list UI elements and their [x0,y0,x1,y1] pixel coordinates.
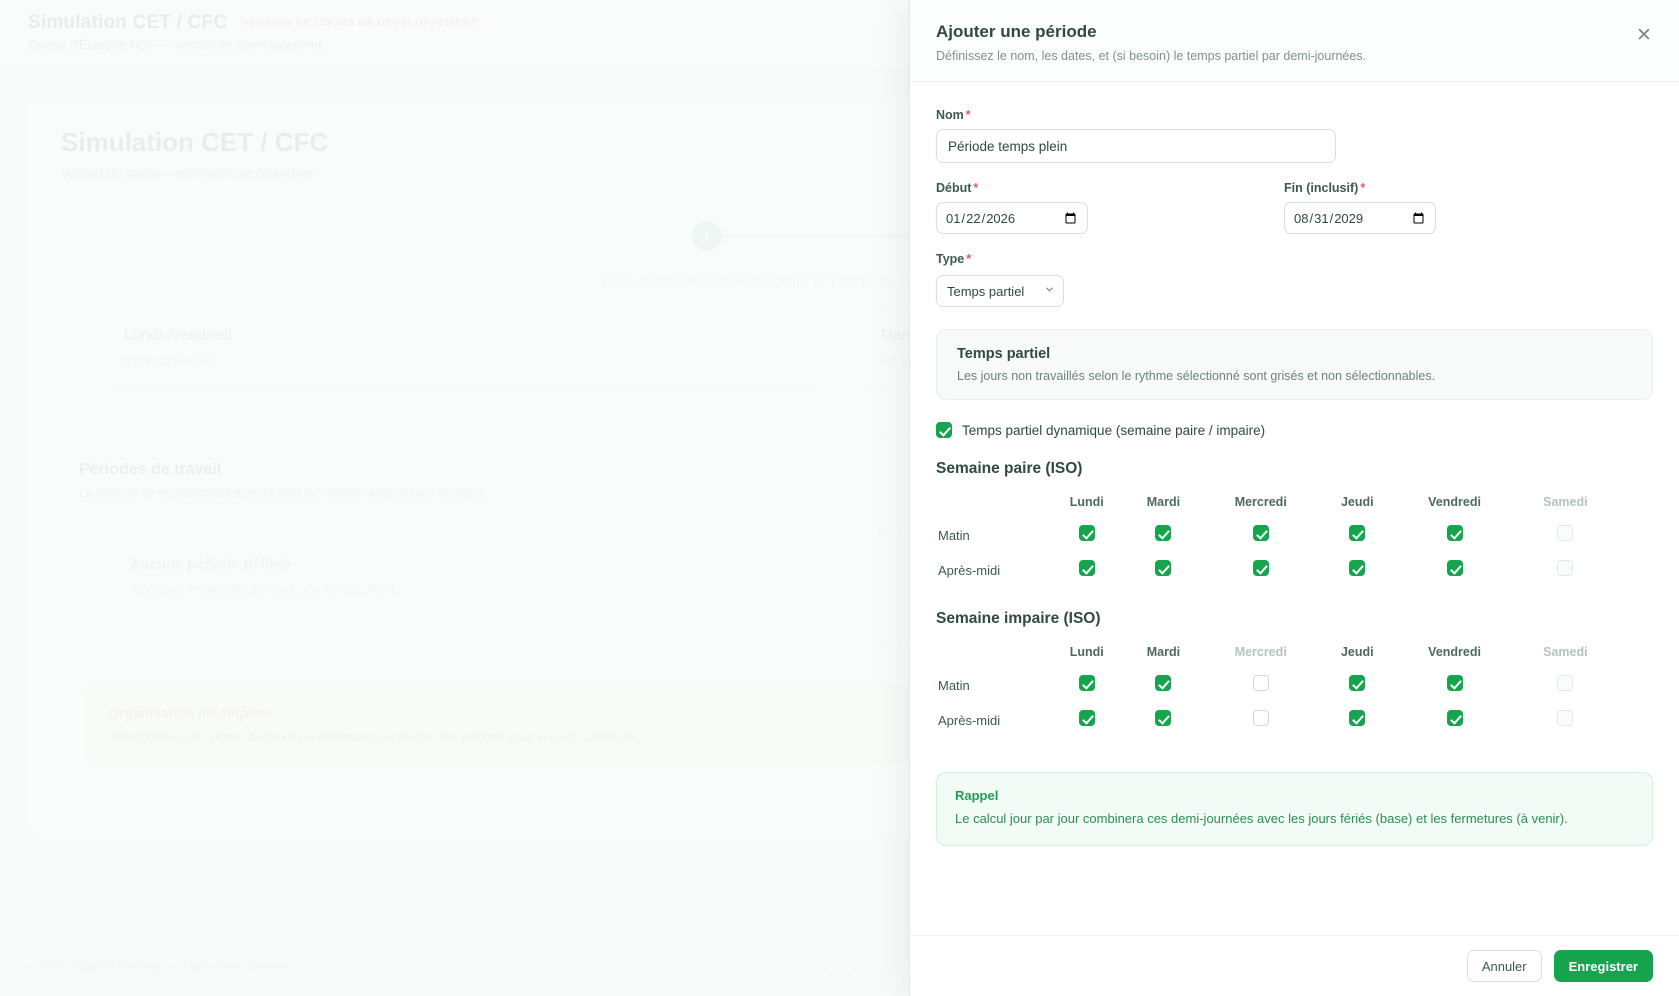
cell-odd-apresmidi-lundi[interactable] [1048,703,1125,738]
dynamic-partial-time-checkbox[interactable] [936,422,952,438]
checkbox[interactable] [1253,675,1269,691]
close-icon[interactable]: ✕ [1631,22,1657,48]
checkbox[interactable] [1253,710,1269,726]
cell-even-matin-samedi [1515,518,1616,553]
column-header-jeudi: Jeudi [1340,645,1374,659]
column-header-mercredi: Mercredi [1234,495,1287,509]
end-date-input[interactable] [1284,202,1436,234]
save-button[interactable]: Enregistrer [1554,950,1653,982]
checkbox-disabled [1557,710,1573,726]
table-header-row [936,486,1616,518]
checkbox[interactable] [1079,560,1095,576]
checkbox[interactable] [1349,675,1365,691]
add-period-drawer [909,0,1679,996]
table-row [936,553,1616,588]
checkbox[interactable] [1155,675,1171,691]
checkbox[interactable] [1079,675,1095,691]
row-label-apresmidi: Après-midi [938,563,1001,578]
checkbox[interactable] [1155,525,1171,541]
odd-week-grid [936,636,1616,738]
drawer-subtitle: Définissez le nom, les dates, et (si besoin) le temps partiel par demi-journées. [936,49,1367,63]
drawer-title: Ajouter une période [936,22,1097,41]
type-field-label [936,252,1653,266]
name-field-label [936,108,1653,122]
start-label-text: Début [936,181,972,195]
cell-even-matin-jeudi[interactable] [1320,518,1394,553]
drawer-footer [910,935,1679,996]
cell-even-apresmidi-samedi [1515,553,1616,588]
cell-odd-matin-jeudi[interactable] [1320,668,1394,703]
table-row [936,518,1616,553]
even-week-title: Semaine paire (ISO) [936,460,1083,477]
end-label-text: Fin (inclusif) [1284,181,1359,195]
checkbox-disabled [1557,675,1573,691]
cell-odd-apresmidi-vendredi[interactable] [1394,703,1514,738]
checkbox[interactable] [1447,525,1463,541]
corner-cell [936,486,1048,518]
table-header-row [936,636,1616,668]
checkbox[interactable] [1155,560,1171,576]
cell-even-apresmidi-vendredi[interactable] [1394,553,1514,588]
type-select[interactable] [936,275,1064,307]
start-date-input[interactable] [936,202,1088,234]
cell-even-apresmidi-mercredi[interactable] [1201,553,1320,588]
checkbox[interactable] [1447,560,1463,576]
end-date-label [1284,181,1632,195]
column-header-lundi: Lundi [1069,645,1104,659]
cell-odd-matin-mercredi[interactable] [1201,668,1320,703]
column-header-vendredi: Vendredi [1428,495,1481,509]
info-panel-text: Les jours non travaillés selon le rythme sélectionné sont grisés et non sélectionnables. [957,369,1436,383]
checkbox[interactable] [1079,710,1095,726]
checkbox[interactable] [1447,710,1463,726]
row-label-matin: Matin [938,678,970,693]
checkbox[interactable] [1349,560,1365,576]
cell-odd-apresmidi-mercredi[interactable] [1201,703,1320,738]
cancel-button[interactable]: Annuler [1467,950,1542,982]
column-header-jeudi: Jeudi [1340,495,1374,509]
cell-even-apresmidi-mardi[interactable] [1125,553,1201,588]
date-fields-row [936,181,1653,234]
row-label-matin: Matin [938,528,970,543]
drawer-body [910,82,1679,935]
column-header-mercredi: Mercredi [1234,645,1287,659]
cell-even-apresmidi-lundi[interactable] [1048,553,1125,588]
required-marker: * [973,181,979,195]
type-label-text: Type [936,252,965,266]
type-field [936,252,1653,307]
column-header-samedi: Samedi [1543,645,1588,659]
checkbox-disabled [1557,525,1573,541]
cell-odd-matin-mardi[interactable] [1125,668,1201,703]
checkbox[interactable] [1447,675,1463,691]
required-marker: * [1360,181,1366,195]
column-header-samedi: Samedi [1543,495,1588,509]
cell-even-matin-lundi[interactable] [1048,518,1125,553]
cell-odd-matin-vendredi[interactable] [1394,668,1514,703]
dynamic-partial-time-label: Temps partiel dynamique (semaine paire / impaire) [962,422,1266,438]
name-input[interactable] [936,129,1336,163]
column-header-mardi: Mardi [1146,495,1181,509]
corner-cell [936,636,1048,668]
required-marker: * [966,252,972,266]
cell-even-matin-mercredi[interactable] [1201,518,1320,553]
cell-even-matin-vendredi[interactable] [1394,518,1514,553]
cell-odd-apresmidi-mardi[interactable] [1125,703,1201,738]
name-label-text: Nom [936,108,964,122]
start-date-label [936,181,1284,195]
column-header-lundi: Lundi [1069,495,1104,509]
cell-odd-matin-lundi[interactable] [1048,668,1125,703]
cell-even-apresmidi-jeudi[interactable] [1320,553,1394,588]
checkbox-disabled [1557,560,1573,576]
column-header-vendredi: Vendredi [1428,645,1481,659]
cell-odd-apresmidi-samedi [1515,703,1616,738]
cell-odd-apresmidi-jeudi[interactable] [1320,703,1394,738]
row-label-apresmidi: Après-midi [938,713,1001,728]
checkbox[interactable] [1155,710,1171,726]
even-week-grid [936,486,1616,588]
odd-week-title: Semaine impaire (ISO) [936,610,1101,627]
drawer-header [910,0,1679,82]
checkbox[interactable] [1349,710,1365,726]
table-row [936,668,1616,703]
cell-odd-matin-samedi [1515,668,1616,703]
partial-time-info-panel [936,329,1653,400]
checkbox[interactable] [1253,560,1269,576]
dynamic-partial-time-checkbox-row[interactable] [936,422,1653,438]
reminder-box [936,772,1653,846]
cell-even-matin-mardi[interactable] [1125,518,1201,553]
checkbox[interactable] [1349,525,1365,541]
info-panel-title: Temps partiel [957,346,1051,362]
reminder-title: Rappel [955,788,999,803]
table-row [936,703,1616,738]
required-marker: * [965,108,971,122]
column-header-mardi: Mardi [1146,645,1181,659]
reminder-text: Le calcul jour par jour combinera ces demi-journées avec les jours fériés (base) et les fermetures (à venir). [955,811,1568,826]
checkbox[interactable] [1253,525,1269,541]
checkbox[interactable] [1079,525,1095,541]
